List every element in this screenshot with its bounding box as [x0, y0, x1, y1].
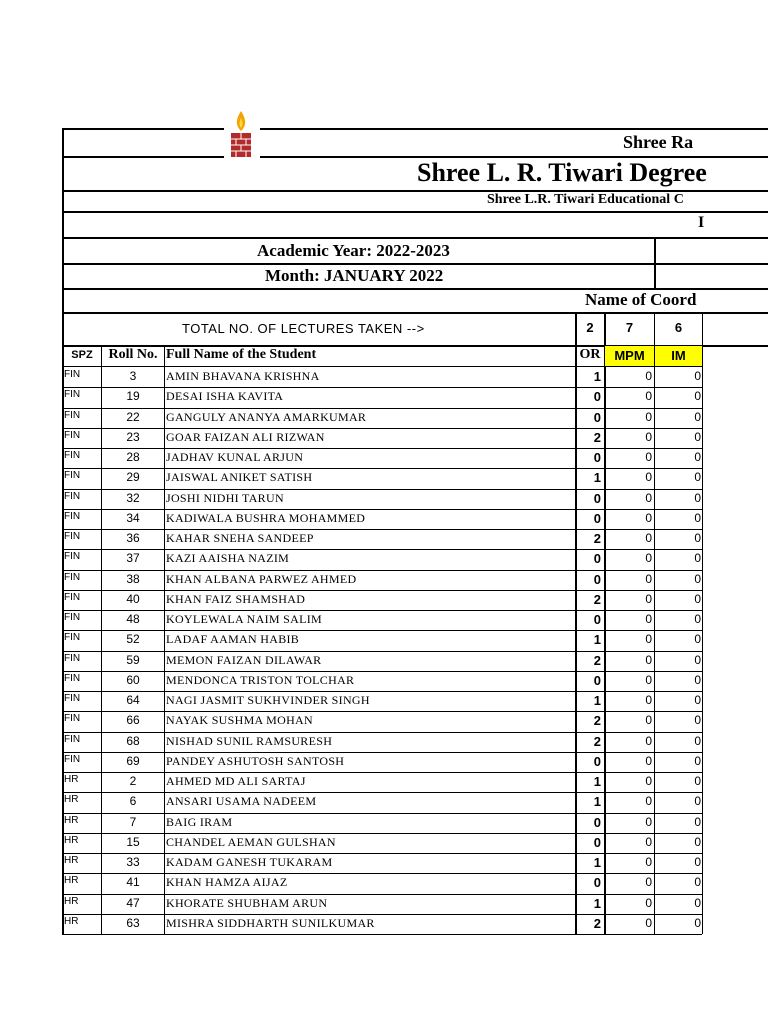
cell-im: 0 [694, 855, 701, 869]
cell-name: MISHRA SIDDHARTH SUNILKUMAR [166, 915, 375, 930]
column-header-name: Full Name of the Student [166, 347, 317, 362]
cell-spz: FIN [64, 733, 81, 745]
row-divider [62, 894, 702, 895]
cell-roll: 15 [126, 834, 140, 849]
cell-name: LADAF AAMAN HABIB [166, 632, 300, 647]
cell-roll: 22 [126, 409, 140, 424]
row-divider [62, 387, 702, 388]
cell-mpm: 0 [645, 369, 652, 383]
cell-spz: HR [64, 875, 79, 887]
cell-mpm: 0 [645, 672, 652, 687]
cell-name: KHAN ALBANA PARWEZ AHMED [166, 571, 357, 586]
cell-im: 0 [694, 389, 701, 404]
cell-name: NAYAK SUSHMA MOHAN [166, 713, 313, 728]
cell-roll: 6 [129, 794, 137, 809]
cell-name: NAGI JASMIT SUKHVINDER SINGH [166, 693, 370, 707]
row-divider [62, 671, 702, 672]
cell-roll: 37 [126, 551, 140, 566]
cell-name: KHAN HAMZA AIJAZ [166, 875, 288, 890]
cell-roll: 47 [126, 895, 140, 910]
cell-name: GANGULY ANANYA AMARKUMAR [166, 409, 367, 424]
cell-im: 0 [694, 713, 701, 728]
cell-mpm: 0 [645, 591, 652, 606]
cell-im: 0 [694, 369, 701, 383]
cell-im: 0 [694, 429, 701, 444]
row-divider [62, 610, 702, 611]
cell-spz: HR [64, 774, 79, 785]
row-divider [62, 630, 702, 631]
cell-name: AMIN BHAVANA KRISHNA [166, 369, 320, 383]
cell-roll: 36 [126, 531, 140, 545]
cell-or: 0 [593, 450, 601, 465]
row-divider [62, 853, 702, 854]
cell-name: KHORATE SHUBHAM ARUN [166, 895, 328, 910]
cell-mpm: 0 [645, 733, 652, 748]
cell-or: 1 [593, 693, 601, 708]
cell-or: 0 [593, 551, 601, 567]
cell-spz: HR [64, 834, 79, 846]
cell-im: 0 [694, 652, 701, 667]
cell-or: 1 [593, 369, 601, 384]
cell-spz: FIN [64, 612, 81, 623]
row-divider [62, 529, 702, 530]
cell-name: ANSARI USAMA NADEEM [166, 794, 317, 809]
cell-roll: 48 [126, 612, 140, 626]
cell-or: 1 [593, 895, 601, 911]
cell-spz: FIN [64, 470, 81, 482]
cell-im: 0 [694, 632, 701, 647]
cell-im: 0 [694, 450, 701, 464]
cell-mpm: 0 [645, 875, 652, 890]
cell-roll: 2 [129, 774, 137, 788]
cell-roll: 66 [126, 713, 140, 728]
cell-spz: FIN [64, 369, 81, 380]
cell-spz: FIN [64, 450, 81, 461]
cell-name: KHAN FAIZ SHAMSHAD [166, 591, 306, 606]
cell-spz: FIN [64, 693, 81, 704]
cell-or: 0 [593, 753, 601, 769]
cell-roll: 63 [126, 915, 140, 930]
cell-or: 2 [593, 713, 601, 729]
cell-or: 2 [593, 429, 601, 445]
cell-roll: 33 [126, 855, 140, 869]
column-header-roll: Roll No. [108, 347, 158, 362]
cell-mpm: 0 [645, 814, 652, 829]
cell-im: 0 [694, 672, 701, 687]
cell-mpm: 0 [645, 895, 652, 910]
cell-roll: 28 [126, 450, 140, 464]
cell-roll: 60 [126, 672, 140, 687]
cell-or: 0 [593, 490, 601, 506]
cell-mpm: 0 [645, 612, 652, 626]
cell-roll: 52 [126, 632, 140, 647]
row-divider [62, 408, 702, 409]
cell-spz: FIN [64, 632, 81, 644]
cell-mpm: 0 [645, 510, 652, 525]
cell-or: 0 [593, 834, 601, 850]
cell-mpm: 0 [645, 490, 652, 505]
trust-name: Shree Ra [623, 132, 694, 152]
cell-or: 1 [593, 470, 601, 486]
cell-im: 0 [694, 551, 701, 566]
cell-im: 0 [694, 591, 701, 606]
cell-name: DESAI ISHA KAVITA [166, 389, 284, 404]
cell-or: 2 [593, 733, 601, 749]
cell-im: 0 [694, 531, 701, 545]
row-divider [62, 590, 702, 591]
row-divider [62, 468, 702, 469]
cell-name: KAZI AAISHA NAZIM [166, 551, 290, 566]
cell-or: 2 [593, 652, 601, 668]
coordinator-label: Name of Coord [585, 290, 697, 309]
cell-spz: FIN [64, 389, 81, 401]
cell-mpm: 0 [645, 855, 652, 869]
cell-im: 0 [694, 510, 701, 525]
cell-spz: FIN [64, 672, 81, 684]
cell-im: 0 [694, 774, 701, 788]
cell-mpm: 0 [645, 794, 652, 809]
cell-or: 0 [593, 672, 601, 688]
cell-name: BAIG IRAM [166, 814, 233, 829]
lectures-label: TOTAL NO. OF LECTURES TAKEN --> [182, 321, 425, 336]
cell-im: 0 [694, 490, 701, 505]
row-divider [62, 792, 702, 793]
cell-or: 1 [593, 855, 601, 870]
cell-or: 0 [593, 875, 601, 891]
cell-name: JOSHI NIDHI TARUN [166, 490, 284, 505]
cell-roll: 64 [126, 693, 140, 707]
column-header-mpm: MPM [605, 346, 654, 366]
cell-name: KADAM GANESH TUKARAM [166, 855, 333, 869]
row-divider [62, 833, 702, 834]
cell-name: JADHAV KUNAL ARJUN [166, 450, 304, 464]
cell-name: GOAR FAIZAN ALI RIZWAN [166, 429, 325, 444]
cell-spz: FIN [64, 429, 81, 441]
cell-roll: 34 [126, 510, 140, 525]
cell-or: 0 [593, 814, 601, 830]
row-divider [62, 448, 702, 449]
cell-roll: 3 [129, 369, 137, 383]
cell-mpm: 0 [645, 915, 652, 930]
cell-im: 0 [694, 834, 701, 849]
report-month: Month: JANUARY 2022 [265, 266, 444, 285]
column-header-im: IM [655, 346, 702, 366]
column-header-or: OR [579, 347, 601, 362]
cell-name: JAISWAL ANIKET SATISH [166, 470, 313, 485]
cell-mpm: 0 [645, 429, 652, 444]
cell-spz: FIN [64, 753, 81, 765]
cell-mpm: 0 [645, 571, 652, 586]
cell-or: 0 [593, 510, 601, 526]
cell-name: NISHAD SUNIL RAMSURESH [166, 733, 333, 748]
cell-im: 0 [694, 612, 701, 626]
cell-mpm: 0 [645, 409, 652, 424]
row-divider [62, 570, 702, 571]
row-divider [62, 651, 702, 652]
cell-im: 0 [694, 814, 701, 829]
cell-spz: FIN [64, 531, 81, 542]
academic-year: Academic Year: 2022-2023 [257, 241, 450, 260]
cell-spz: FIN [64, 571, 81, 583]
cell-im: 0 [694, 794, 701, 809]
cell-mpm: 0 [645, 774, 652, 788]
cell-spz: FIN [64, 713, 81, 725]
row-divider [62, 914, 702, 915]
cell-spz: HR [64, 794, 79, 806]
cell-mpm: 0 [645, 693, 652, 707]
college-name: Shree L. R. Tiwari Degree [417, 158, 707, 187]
cell-roll: 38 [126, 571, 140, 586]
cell-name: CHANDEL AEMAN GULSHAN [166, 834, 336, 849]
cell-im: 0 [694, 470, 701, 485]
cell-name: PANDEY ASHUTOSH SANTOSH [166, 753, 345, 768]
row-divider [62, 711, 702, 712]
cell-spz: HR [64, 814, 79, 826]
cell-roll: 41 [126, 875, 140, 890]
column-header-spz: SPZ [71, 349, 93, 361]
cell-mpm: 0 [645, 632, 652, 647]
cell-spz: HR [64, 915, 79, 927]
cell-name: MENDONCA TRISTON TOLCHAR [166, 672, 355, 687]
cell-im: 0 [694, 733, 701, 748]
row-divider [62, 428, 702, 429]
cell-spz: FIN [64, 591, 81, 603]
row-divider [62, 813, 702, 814]
cell-or: 2 [593, 531, 601, 546]
cell-spz: FIN [64, 551, 81, 563]
cell-or: 1 [593, 632, 601, 648]
cell-im: 0 [694, 693, 701, 707]
cell-mpm: 0 [645, 652, 652, 667]
header-fragment: I [698, 214, 705, 231]
cell-roll: 40 [126, 591, 140, 606]
cell-im: 0 [694, 409, 701, 424]
row-divider [62, 489, 702, 490]
cell-spz: FIN [64, 652, 81, 664]
row-divider [62, 509, 702, 510]
row-divider [62, 772, 702, 773]
lectures-count-mpm: 7 [625, 320, 634, 335]
cell-spz: HR [64, 855, 79, 866]
row-divider [62, 691, 702, 692]
campus-line: Shree L.R. Tiwari Educational C [487, 192, 684, 207]
cell-roll: 23 [126, 429, 140, 444]
cell-roll: 7 [129, 814, 137, 829]
cell-mpm: 0 [645, 531, 652, 545]
cell-im: 0 [694, 571, 701, 586]
cell-im: 0 [694, 875, 701, 890]
cell-or: 0 [593, 389, 601, 405]
cell-roll: 32 [126, 490, 140, 505]
cell-name: KADIWALA BUSHRA MOHAMMED [166, 510, 366, 525]
cell-mpm: 0 [645, 450, 652, 464]
cell-or: 1 [593, 794, 601, 810]
cell-spz: HR [64, 895, 79, 907]
cell-or: 2 [593, 591, 601, 607]
cell-mpm: 0 [645, 713, 652, 728]
cell-or: 1 [593, 774, 601, 789]
college-logo-icon [227, 109, 255, 159]
lectures-count-or: 2 [586, 320, 594, 335]
row-divider [62, 934, 702, 935]
row-divider [62, 732, 702, 733]
cell-name: AHMED MD ALI SARTAJ [166, 774, 306, 788]
lectures-count-im: 6 [674, 320, 683, 335]
cell-name: KAHAR SNEHA SANDEEP [166, 531, 314, 545]
cell-im: 0 [694, 753, 701, 768]
row-divider [62, 752, 702, 753]
cell-mpm: 0 [645, 551, 652, 566]
cell-spz: FIN [64, 490, 81, 502]
cell-im: 0 [694, 915, 701, 930]
cell-roll: 19 [126, 389, 140, 404]
cell-mpm: 0 [645, 470, 652, 485]
cell-im: 0 [694, 895, 701, 910]
cell-or: 0 [593, 612, 601, 627]
row-divider [62, 873, 702, 874]
cell-roll: 29 [126, 470, 140, 485]
cell-or: 0 [593, 409, 601, 425]
cell-roll: 68 [126, 733, 140, 748]
cell-or: 0 [593, 571, 601, 587]
cell-roll: 69 [126, 753, 140, 768]
cell-roll: 59 [126, 652, 140, 667]
row-divider [62, 549, 702, 550]
cell-spz: FIN [64, 510, 81, 522]
cell-name: MEMON FAIZAN DILAWAR [166, 652, 322, 667]
cell-mpm: 0 [645, 753, 652, 768]
cell-mpm: 0 [645, 834, 652, 849]
cell-name: KOYLEWALA NAIM SALIM [166, 612, 322, 626]
cell-or: 2 [593, 915, 601, 931]
cell-mpm: 0 [645, 389, 652, 404]
cell-spz: FIN [64, 409, 81, 421]
